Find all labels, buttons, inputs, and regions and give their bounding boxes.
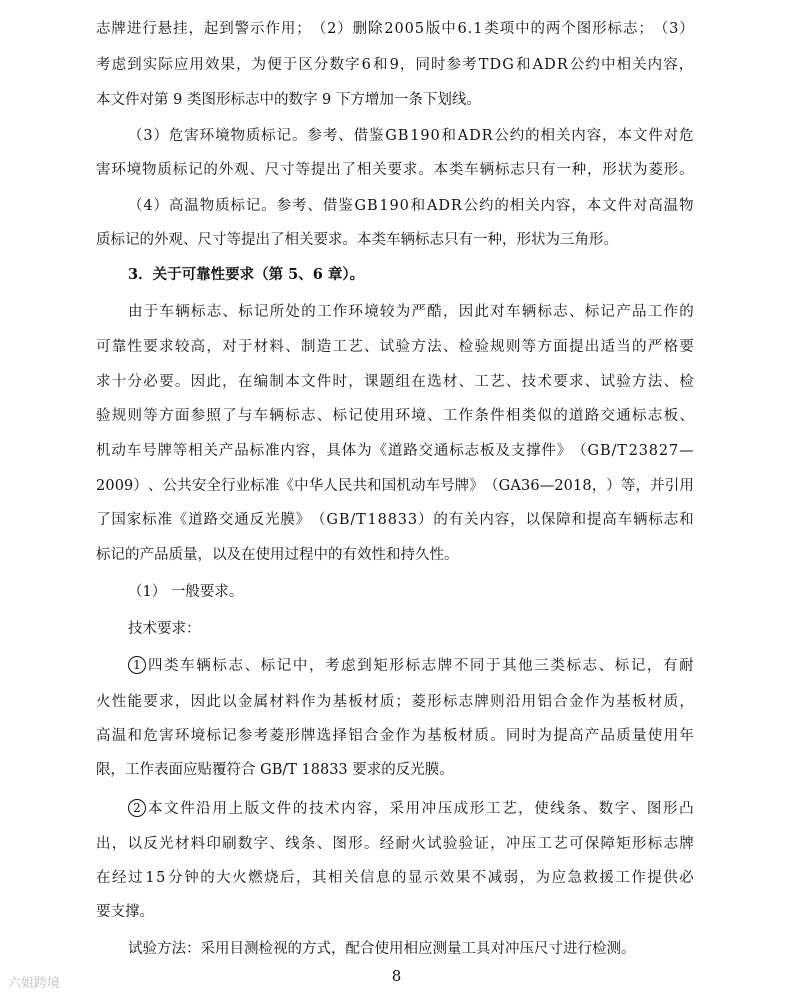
circled-number-2: 2 (128, 799, 146, 817)
text-line: 志 牌 进 行 悬 挂 ， 起 到 警 示 作 用 ； （ 2 ） 删 除 2 0 0 5 版 中 6 . 1 类 项 中 的 两 个 图 形 标 志 ； （ 3 ） (96, 21, 694, 37)
section-heading: 3．关于可靠性要求（第 5、6 章）。 (128, 266, 365, 283)
text-line: 本 文 件 沿 用 上 版 文 件 的 技 术 内 容 ， 采 用 冲 压 成 形 工 艺 ， 使 线 条 、 数 字 、 图 形 凸 (148, 801, 694, 817)
text-line: 考 虑 到 实 际 应 用 效 果 ， 为 便 于 区 分 数 字 6 和 9 ， 同 时 参 考 T D G 和 A D R 公 约 中 相 关 内 容 ， (96, 57, 694, 73)
watermark: 六姐跨境 (8, 976, 61, 991)
text-line: 求 十 分 必 要 。 因 此 ， 在 编 制 本 文 件 时 ， 课 题 组 在 选 材 、 工 艺 、 技 术 要 求 、 试 验 方 法 、 检 (96, 374, 694, 390)
list-item (128, 656, 694, 676)
text-line: 试验方法：采用目测检视的方式，配合使用相应测量工具对冲压尺寸进行检测。 (128, 941, 636, 957)
subsection-label: 技术要求： (128, 621, 201, 637)
text-line: 限，工作表面应贴覆符合 GB/T 18833 要求的反光膜。 (96, 762, 454, 778)
text-line: （ 3 ） 危 害 环 境 物 质 标 记 。 参 考 、 借 鉴 G B 1 9 0 和 A D R 公 约 的 相 关 内 容 ， 本 文 件 对 危 (128, 128, 694, 144)
text-line: 高 温 和 危 害 环 境 标 记 参 考 菱 形 牌 选 择 铝 合 金 作 为 基 板 材 质 。 同 时 为 提 高 产 品 质 量 使 用 年 (96, 728, 694, 744)
text-line: 验 规 则 等 方 面 参 照 了 与 车 辆 标 志 、 标 记 使 用 环 境 、 工 作 条 件 相 类 似 的 道 路 交 通 标 志 板 、 (96, 408, 694, 424)
text-line: 标记的产品质量，以及在使用过程中的有效性和持久性。 (96, 547, 459, 563)
text-line: 在 经 过 1 5 分 钟 的 大 火 燃 烧 后 ， 其 相 关 信 息 的 显 示 效 果 不 减 弱 ， 为 应 急 救 援 工 作 提 供 必 (96, 870, 694, 886)
text-line: 2 0 0 9 ） 、 公 共 安 全 行 业 标 准 《 中 华 人 民 共 和 国 机 动 车 号 牌 》 （ G A 3 6 — 2 0 1 8 ， ） 等 ， 并 引 用 (96, 478, 694, 494)
page-number: 8 (391, 967, 402, 985)
text-line: 出 ， 以 反 光 材 料 印 刷 数 字 、 线 条 、 图 形 。 经 耐 火 试 验 验 证 ， 冲 压 工 艺 可 保 障 矩 形 标 志 牌 (96, 836, 694, 852)
subsection-heading: （1） 一般要求。 (128, 584, 244, 600)
text-line: 火 性 能 要 求 ， 因 此 以 金 属 材 料 作 为 基 板 材 质 ； 菱 形 标 志 牌 则 沿 用 铝 合 金 作 为 基 板 材 质 ， (96, 694, 694, 710)
text-line: 由 于 车 辆 标 志 、 标 记 所 处 的 工 作 环 境 较 为 严 酷 ， 因 此 对 车 辆 标 志 、 标 记 产 品 工 作 的 (128, 304, 694, 320)
text-line: 四 类 车 辆 标 志 、 标 记 中 ， 考 虑 到 矩 形 标 志 牌 不 同 于 其 他 三 类 标 志 、 标 记 ， 有 耐 (148, 658, 694, 674)
circled-number-1: 1 (128, 656, 146, 674)
text-line: （ 4 ） 高 温 物 质 标 记 。 参 考 、 借 鉴 G B 1 9 0 和 A D R 公 约 的 相 关 内 容 ， 本 文 件 对 高 温 物 (128, 198, 694, 214)
text-line: 机 动 车 号 牌 等 相 关 产 品 标 准 内 容 ， 具 体 为 《 道 路 交 通 标 志 板 及 支 撑 件 》 （ G B / T 2 3 8 2 7 — (96, 443, 694, 459)
list-item (128, 799, 694, 819)
text-line: 可 靠 性 要 求 较 高 ， 对 于 材 料 、 制 造 工 艺 、 试 验 方 法 、 检 验 规 则 等 方 面 提 出 适 当 的 严 格 要 (96, 339, 694, 355)
text-line: 本文件对第 9 类图形标志中的数字 9 下方增加一条下划线。 (96, 92, 481, 108)
text-line: 质标记的外观、尺寸等提出了相关要求。本类车辆标志只有一种，形状为三角形。 (96, 232, 618, 248)
text-line: 了 国 家 标 准 《 道 路 交 通 反 光 膜 》 （ G B / T 1 8 8 3 3 ） 的 有 关 内 容 ， 以 保 障 和 提 高 车 辆 标 志 和 (96, 512, 694, 528)
text-line: 害 环 境 物 质 标 记 的 外 观 、 尺 寸 等 提 出 了 相 关 要 求 。 本 类 车 辆 标 志 只 有 一 种 ， 形 状 为 菱 形 。 (96, 162, 694, 178)
text-line: 要支撑。 (96, 904, 154, 920)
